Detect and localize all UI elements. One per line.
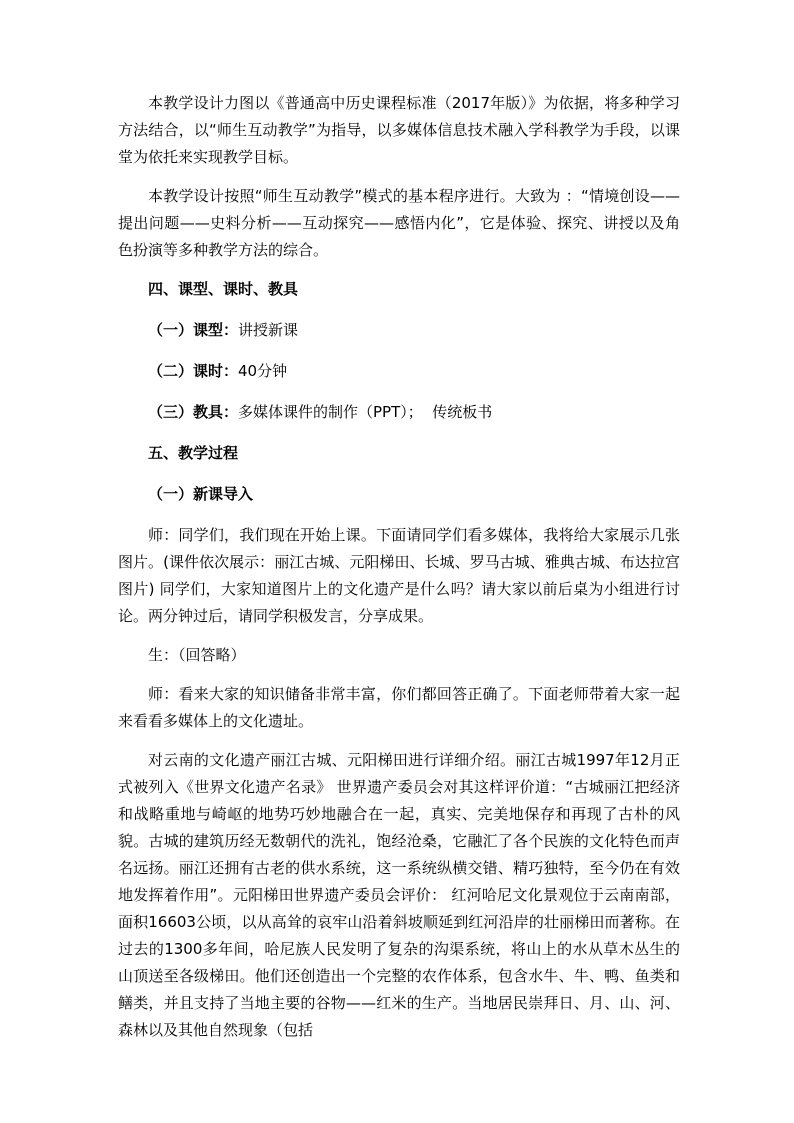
- lesson-duration-value: 40分钟: [238, 362, 288, 380]
- subsection-heading-introduction: （一）新课导入: [148, 485, 254, 503]
- teaching-aids-value: 多媒体课件的制作（PPT）； 传统板书: [238, 403, 493, 421]
- paragraph-teacher-intro: 师：同学们，我们现在开始上课。下面请同学们看多媒体，我将给大家展示几张图片。(课件依次展示：丽江古城、元阳梯田、长城、罗马古城、雅典古城、布达拉宫图片) 同学们，大家知道图片上的文化遗产是什么吗？请大家以前后桌为小组进行讨论。两分钟过后，请同学积极发言，分享成果。: [118, 526, 680, 625]
- section-heading-teaching-process: 五、教学过程: [148, 444, 239, 462]
- paragraph-design-basis: 本教学设计力图以《普通高中历史课程标准（2017年版）》为依据，将多种学习方法结合，以“师生互动教学”为指导，以多媒体信息技术融入学科教学为手段，以课堂为依托来实现教学目标。: [118, 94, 680, 166]
- lesson-type-label: （一）课型：: [148, 321, 239, 339]
- teaching-aids-item: [118, 399, 680, 426]
- paragraph-design-procedure: 本教学设计按照“师生互动教学”模式的基本程序进行。大致为 ：“情境创设——提出问题——史料分析——互动探究——感悟内化”，它是体验、探究、讲授以及角色扮演等多种教学方法的综合。: [118, 187, 680, 259]
- lesson-duration-item: [118, 358, 680, 385]
- lesson-duration-label: （二）课时：: [148, 362, 239, 380]
- paragraph-student-answer: 生：（回答略）: [148, 646, 246, 664]
- document-page: [118, 90, 680, 1056]
- paragraph-teacher-followup: 师：看来大家的知识储备非常丰富，你们都回答正确了。下面老师带着大家一起来看看多媒体上的文化遗址。: [118, 685, 680, 730]
- teaching-aids-label: （三）教具：: [148, 403, 239, 421]
- section-heading-lesson-type: 四、课型、课时、教具: [148, 280, 299, 298]
- lesson-type-value: 讲授新课: [238, 321, 299, 339]
- lesson-type-item: [118, 317, 680, 344]
- paragraph-heritage-detail: 对云南的文化遗产丽江古城、元阳梯田进行详细介绍。丽江古城1997年12月正式被列入《世界文化遗产名录》 世界遗产委员会对其这样评价道：“古城丽江把经济和战略重地与崎岖的地势巧妙地融合在一起，真实、完美地保存和再现了古朴的风貌。古城的建筑历经无数朝代的洗礼，饱经沧桑，它融汇了各个民族的文化特色而声名远扬。丽江还拥有古老的供水系统，这一系统纵横交错、精巧独特，至今仍在有效地发挥着作用”。元阳梯田世界遗产委员会评价： 红河哈尼文化景观位于云南南部，面积16603公顷，以从高耸的哀牢山沿着斜坡顺延到红河沿岸的壮丽梯田而著称。在过去的1300多年间，哈尼族人民发明了复杂的沟渠系统，将山上的水从草木丛生的山顶送至各级梯田。他们还创造出一个完整的农作体系，包含水牛、牛、鸭、鱼类和鳝类，并且支持了当地主要的谷物——红米的生产。当地居民崇拜日、月、山、河、森林以及其他自然现象（包括: [118, 751, 680, 1039]
